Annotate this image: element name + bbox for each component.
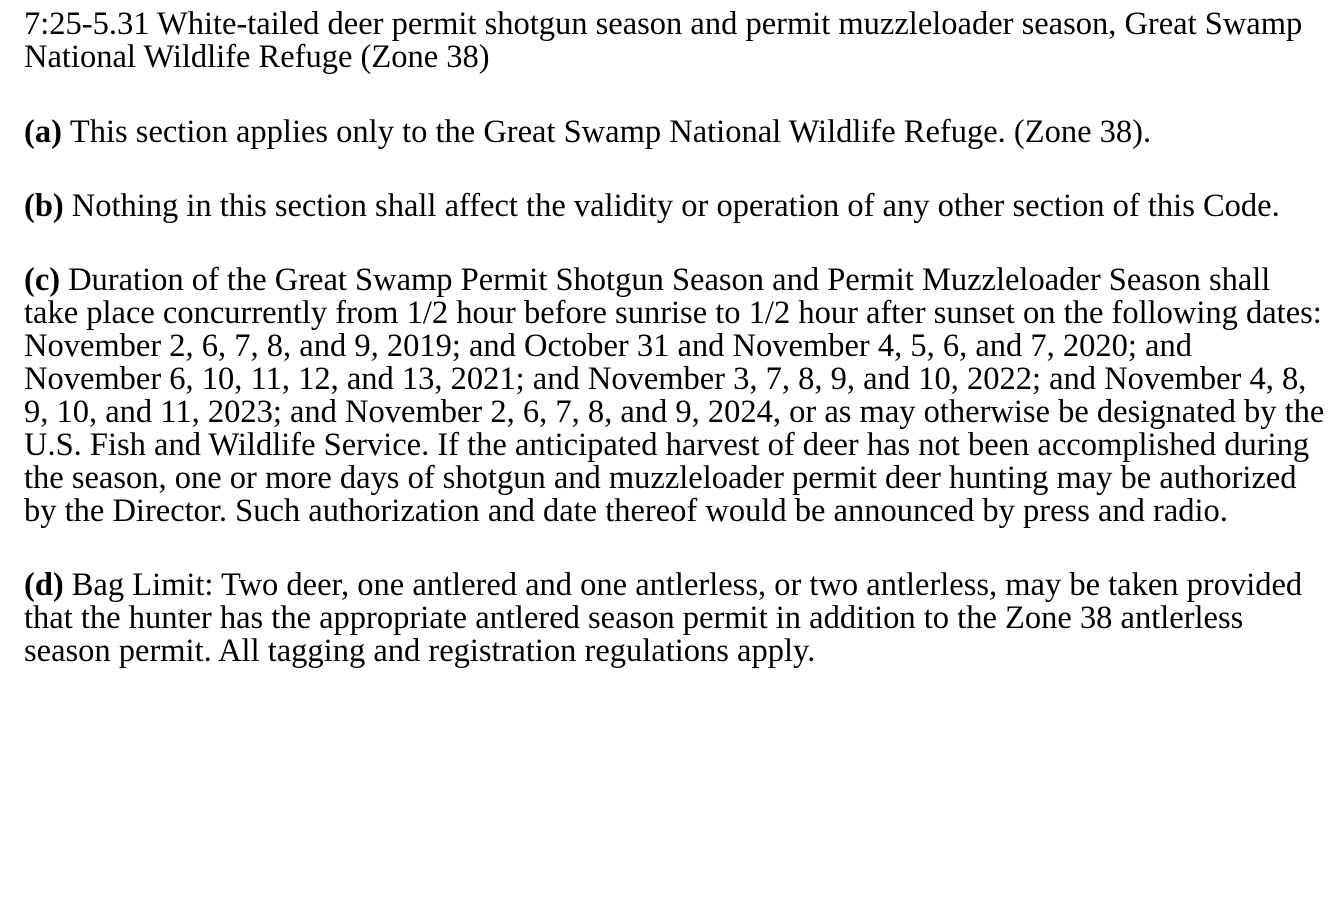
paragraph-marker: (a)	[24, 114, 62, 150]
paragraph-marker: (c)	[24, 262, 61, 298]
paragraph-text: This section applies only to the Great Swamp National Wildlife Refuge. (Zone 38).	[69, 114, 1152, 150]
paragraph-c	[24, 264, 1327, 528]
paragraph-marker: (b)	[24, 188, 64, 224]
section-title: 7:25-5.31 White-tailed deer permit shotgun season and permit muzzleloader season, Great Swamp National Wildlife Refuge (Zone 38)	[24, 6, 1303, 75]
paragraph-text: Duration of the Great Swamp Permit Shotgun Season and Permit Muzzleloader Season shall take place concurrently from 1/2 hour before sunrise to 1/2 hour after sunset on the following dates: November 2, 6, 7, 8, and 9, 2019; and October 31 and November 4, 5, 6, and 7, 2020; and November 6, 10, 11, 12, and 13, 2021; and November 3, 7, 8, 9, and 10, 2022; and November 4, 8, 9, 10, and 11, 2023; and November 2, 6, 7, 8, and 9, 2024, or as may otherwise be designated by the U.S. Fish and Wildlife Service. If the anticipated harvest of deer has not been accomplished during the season, one or more days of shotgun and muzzleloader permit deer hunting may be authorized by the Director. Such authorization and date thereof would be announced by press and radio.	[24, 262, 1325, 529]
paragraph-text: Bag Limit: Two deer, one antlered and one antlerless, or two antlerless, may be taken provided that the hunter has the appropriate antlered season permit in addition to the Zone 38 antlerless season permit. All tagging and registration regulations apply.	[24, 567, 1303, 669]
paragraph-a	[24, 116, 1327, 149]
paragraph-text: Nothing in this section shall affect the validity or operation of any other section of this Code.	[71, 188, 1280, 224]
paragraph-b	[24, 190, 1327, 223]
paragraph-marker: (d)	[24, 567, 64, 603]
paragraph-d	[24, 569, 1327, 668]
